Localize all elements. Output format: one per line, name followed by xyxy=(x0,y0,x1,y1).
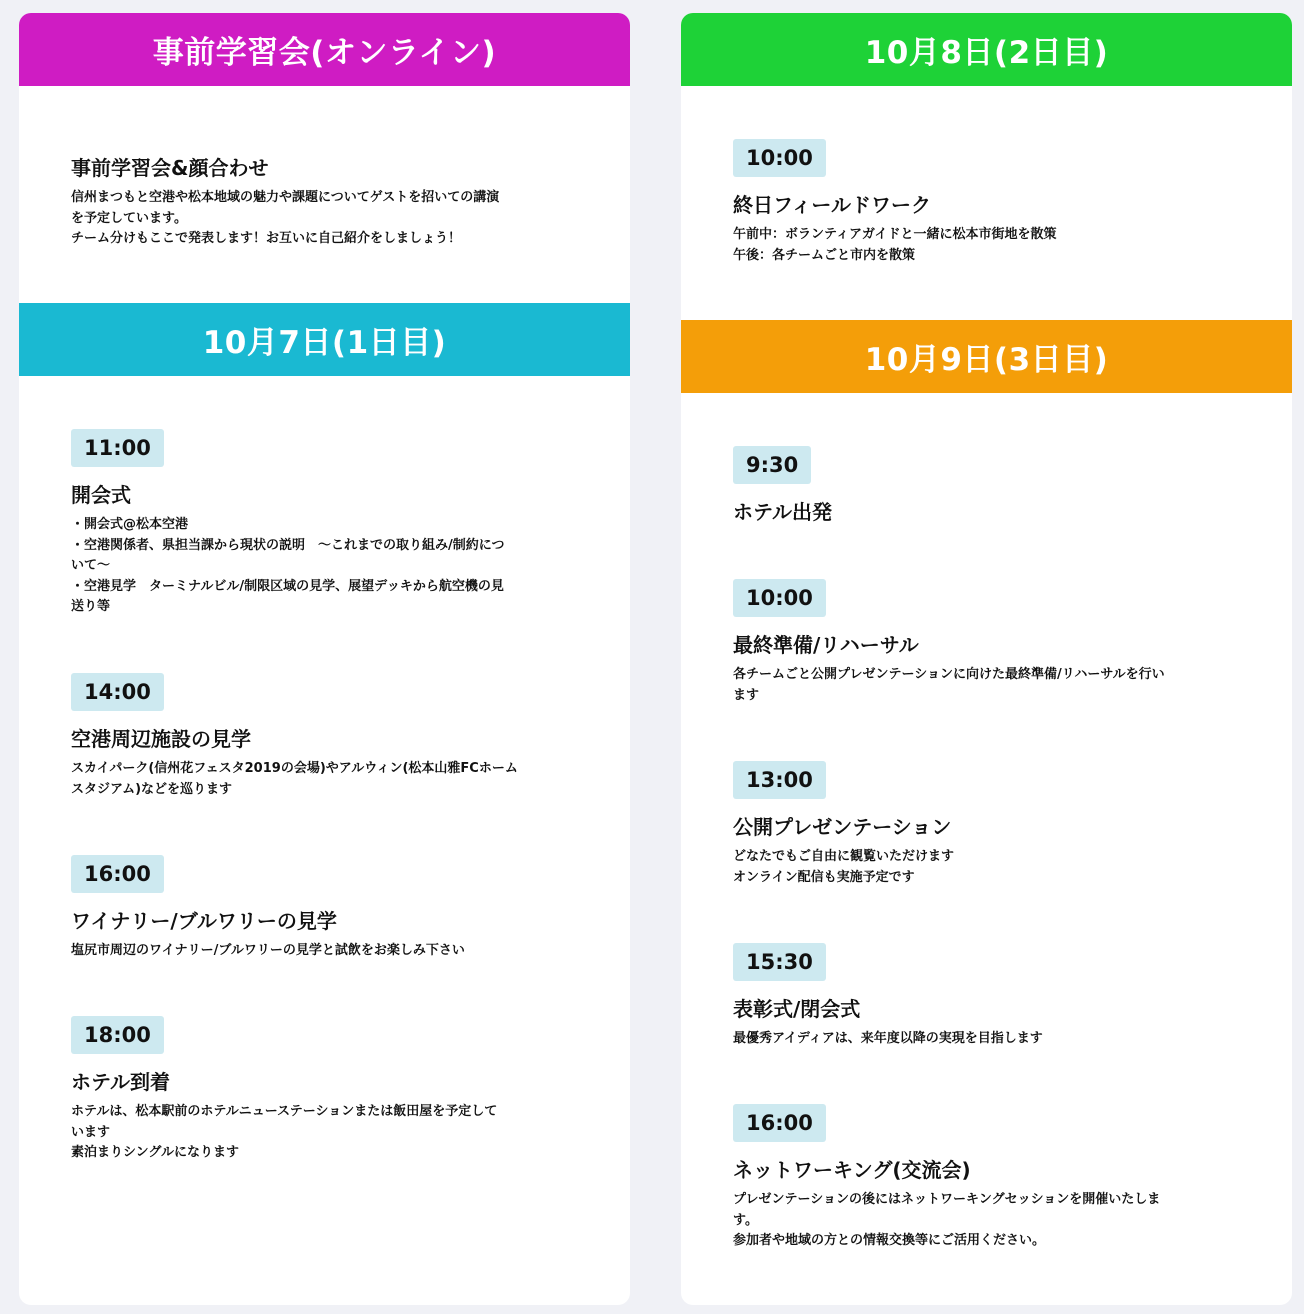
item-title: ネットワーキング(交流会) xyxy=(733,1158,971,1182)
item-description: 塩尻市周辺のワイナリー/ブルワリーの見学と試飲をお楽しみ下さい xyxy=(71,943,465,958)
schedule-item xyxy=(733,761,1243,888)
item-description: 午前中：ボランティアガイドと一緒に松本市街地を散策 午後：各チームごと市内を散策 xyxy=(733,227,1057,263)
item-description: 最優秀アイディアは、来年度以降の実現を目指します xyxy=(733,1031,1043,1046)
time-badge: 18:00 xyxy=(71,1016,164,1054)
time-badge: 10:00 xyxy=(733,579,826,617)
schedule-item xyxy=(71,855,581,962)
item-description: 各チームごと公開プレゼンテーションに向けた最終準備/リハーサルを行い ます xyxy=(733,667,1165,703)
item-title: 事前学習会&顔合わせ xyxy=(71,156,269,180)
day3-header xyxy=(681,320,1292,393)
day1-header-title: 10月7日(1日目) xyxy=(202,325,447,361)
time-badge: 16:00 xyxy=(71,855,164,893)
schedule-item xyxy=(71,1016,581,1164)
right-schedule-card xyxy=(681,13,1292,1305)
schedule-item xyxy=(733,1104,1243,1252)
item-title: 表彰式/閉会式 xyxy=(733,997,861,1021)
item-title: 最終準備/リハーサル xyxy=(733,633,919,657)
day2-header-title: 10月8日(2日目) xyxy=(864,35,1109,71)
item-title: 公開プレゼンテーション xyxy=(733,815,952,839)
pre-session-header-title: 事前学習会(オンライン) xyxy=(152,35,497,71)
time-badge: 11:00 xyxy=(71,429,164,467)
schedule-item xyxy=(71,673,581,800)
time-badge: 13:00 xyxy=(733,761,826,799)
time-badge: 9:30 xyxy=(733,446,811,484)
day2-header xyxy=(681,13,1292,86)
time-badge: 14:00 xyxy=(71,673,164,711)
schedule-item xyxy=(733,446,1243,526)
day1-header xyxy=(19,303,630,376)
schedule-item xyxy=(733,579,1243,706)
item-description: プレゼンテーションの後にはネットワーキングセッションを開催いたしま す。 参加者や地域の方との情報交換等にご活用ください。 xyxy=(733,1192,1161,1248)
schedule-item xyxy=(71,429,581,618)
item-description: ・開会式@松本空港 ・空港関係者、県担当課から現状の説明 ～これまでの取り組み/制約につ いて～ ・空港見学 ターミナルビル/制限区域の見学、展望デッキから航空機の見 送り等 xyxy=(71,517,505,614)
pre-session-item xyxy=(71,154,581,250)
schedule-item xyxy=(733,139,1243,266)
item-title: ワイナリー/ブルワリーの見学 xyxy=(71,909,337,933)
item-description: スカイパーク(信州花フェスタ2019の会場)やアルウィン(松本山雅FCホーム スタジアム)などを巡ります xyxy=(71,761,518,797)
item-description: ホテルは、松本駅前のホテルニューステーションまたは飯田屋を予定して います 素泊まりシングルになります xyxy=(71,1104,498,1160)
item-description: 信州まつもと空港や松本地域の魅力や課題についてゲストを招いての講演 を予定しています。 チーム分けもここで発表します！お互いに自己紹介をしましょう！ xyxy=(71,190,500,246)
left-schedule-card xyxy=(19,13,630,1305)
item-description: どなたでもご自由に観覧いただけます オンライン配信も実施予定です xyxy=(733,849,955,885)
item-title: ホテル出発 xyxy=(733,500,832,524)
time-badge: 10:00 xyxy=(733,139,826,177)
item-title: 開会式 xyxy=(71,483,131,507)
item-title: 終日フィールドワーク xyxy=(733,193,931,217)
schedule-item xyxy=(733,943,1243,1050)
item-title: ホテル到着 xyxy=(71,1070,170,1094)
time-badge: 16:00 xyxy=(733,1104,826,1142)
item-title: 空港周辺施設の見学 xyxy=(71,727,251,751)
day3-header-title: 10月9日(3日目) xyxy=(864,342,1109,378)
pre-session-header xyxy=(19,13,630,86)
time-badge: 15:30 xyxy=(733,943,826,981)
